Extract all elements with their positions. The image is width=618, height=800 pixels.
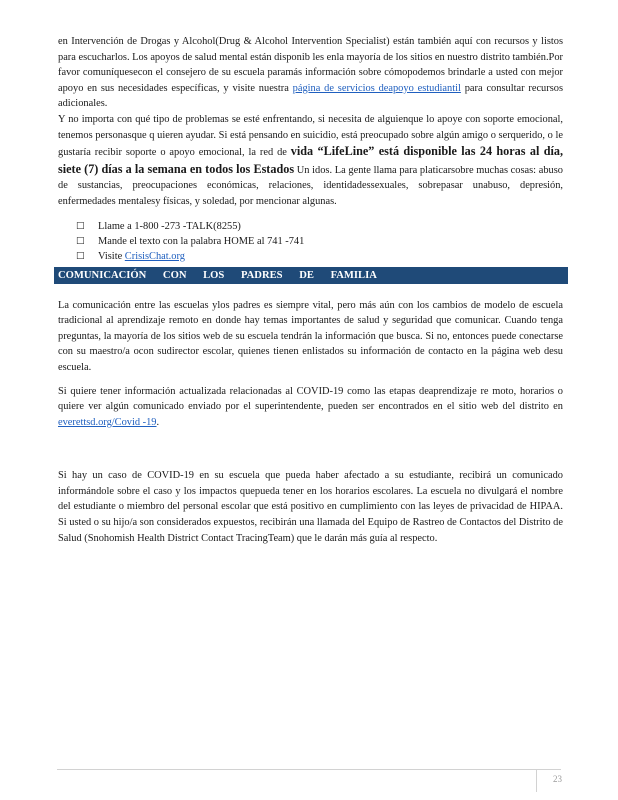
intro-text-end: para consultar recursos adicionales.: [58, 82, 563, 110]
checkbox-bullet-icon: □: [76, 250, 85, 261]
crisischat-link[interactable]: CrisisChat.org: [124, 250, 185, 262]
district-covid-link[interactable]: everettsd.org/Covid -19: [58, 416, 157, 428]
checkbox-bullet-icon: □: [76, 220, 85, 231]
spacer: [58, 376, 563, 384]
student-support-link[interactable]: página de servicios deapoyo estudiantil: [292, 82, 461, 94]
covid-info-text: Si quiere tener información actualizada relacionadas al COVID-19 como las etapas deaprendizaje re moto, horarios o quiere ver algún comunicado enviado por el superintendente, pueden ser encontrados en el sitio web del distrito en: [58, 385, 563, 413]
crisis-text: Y no importa con qué tipo de problemas se esté enfrentando, si necesita de alguienque lo apoye con soporte emocional, tenemos personasque q uieren ayudar. Si está pensando en suicidio, está preocupado sobre algún amigo o serquerido, o le gustaría recibir soporte o apoyo emocional, la red de: [58, 113, 563, 159]
covid-info-end: .: [156, 416, 160, 428]
list-item: [76, 219, 563, 234]
visit-text: Visite: [98, 250, 125, 262]
footer-divider: [57, 769, 561, 770]
call-lifeline-text: Llame a 1-800 -273 -TALK(8255): [98, 220, 241, 232]
list-item: [76, 234, 563, 249]
covid-info-paragraph: [58, 384, 563, 431]
intro-text: en Intervención de Drogas y Alcohol(Drug & Alcohol Intervention Specialist) están también aquí con recursos y listos para escucharlos. Los apoyos de salud mental están disponib les enla mayoría de los sitios en nuestro distrito también.Por favor comuníquesecon el consejero de su escuela paramás información sobre cómopodemos brindarle a usted con mejor apoyo en sus necesidades específicas, y visite nuestra: [58, 36, 563, 94]
covid-case-paragraph: Si hay un caso de COVID-19 en su escuela que pueda haber afectado a su estudiante, recibirá un comunicado informándole sobre el caso y los impactos quepueda tener en los horarios escolares. La escuela no divulgará el nombre del estudiante o miembro del personal escolar que está positivo en cumplimiento con las leyes de privacidad de HIPAA. Si usted o su hijo/a son considerados expuestos, recibirán una llamada del Equipo de Rastreo de Contactos del Distrito de Salud (Snohomish Health District Contact TracingTeam) que le darán más guía al respecto.: [58, 470, 563, 544]
communication-paragraph: La comunicación entre las escuelas ylos padres es siempre vital, pero más aún con los cambios de modelo de escuela tradicional al aprendizaje remoto en donde hay temas importantes de salud y seguridad que comunicar. Cuando tenga preguntas, la mayoría de los sitios web de su escuela tendrán la información que busca. Si no, entonces puede conectarse con su maestro/a ocon sudirector escolar, quienes tienen enlistados su información de contacto en la página web desu escuela.: [58, 299, 563, 373]
page-number: 23: [536, 770, 562, 792]
spacer: [58, 430, 563, 468]
lifeline-emphasis: vida “LifeLine” está disponible las 24 horas al día, siete (7) días a la semana en todos los Estados: [58, 144, 564, 176]
text-home-line: Mande el texto con la palabra HOME al 741 -741: [98, 235, 305, 247]
crisis-paragraph: [58, 112, 563, 210]
list-item: [76, 249, 563, 264]
intro-paragraph: [58, 34, 563, 112]
section-heading-bar: COMUNICACIÓN CON LOS PADRES DE FAMILIA: [54, 267, 568, 284]
crisis-text-end: Un idos. La gente llama para platicarsobre muchas cosas: abuso de sustancias, preocupaciones económicas, relaciones, identidadessexuales, sobrepasar unabuso, depresión, enfermedades mentalesy físicas, y soledad, por mencionar algunas.: [58, 164, 563, 207]
crisis-contact-list: [58, 219, 563, 264]
checkbox-bullet-icon: □: [76, 235, 85, 246]
page-content: [58, 34, 563, 546]
